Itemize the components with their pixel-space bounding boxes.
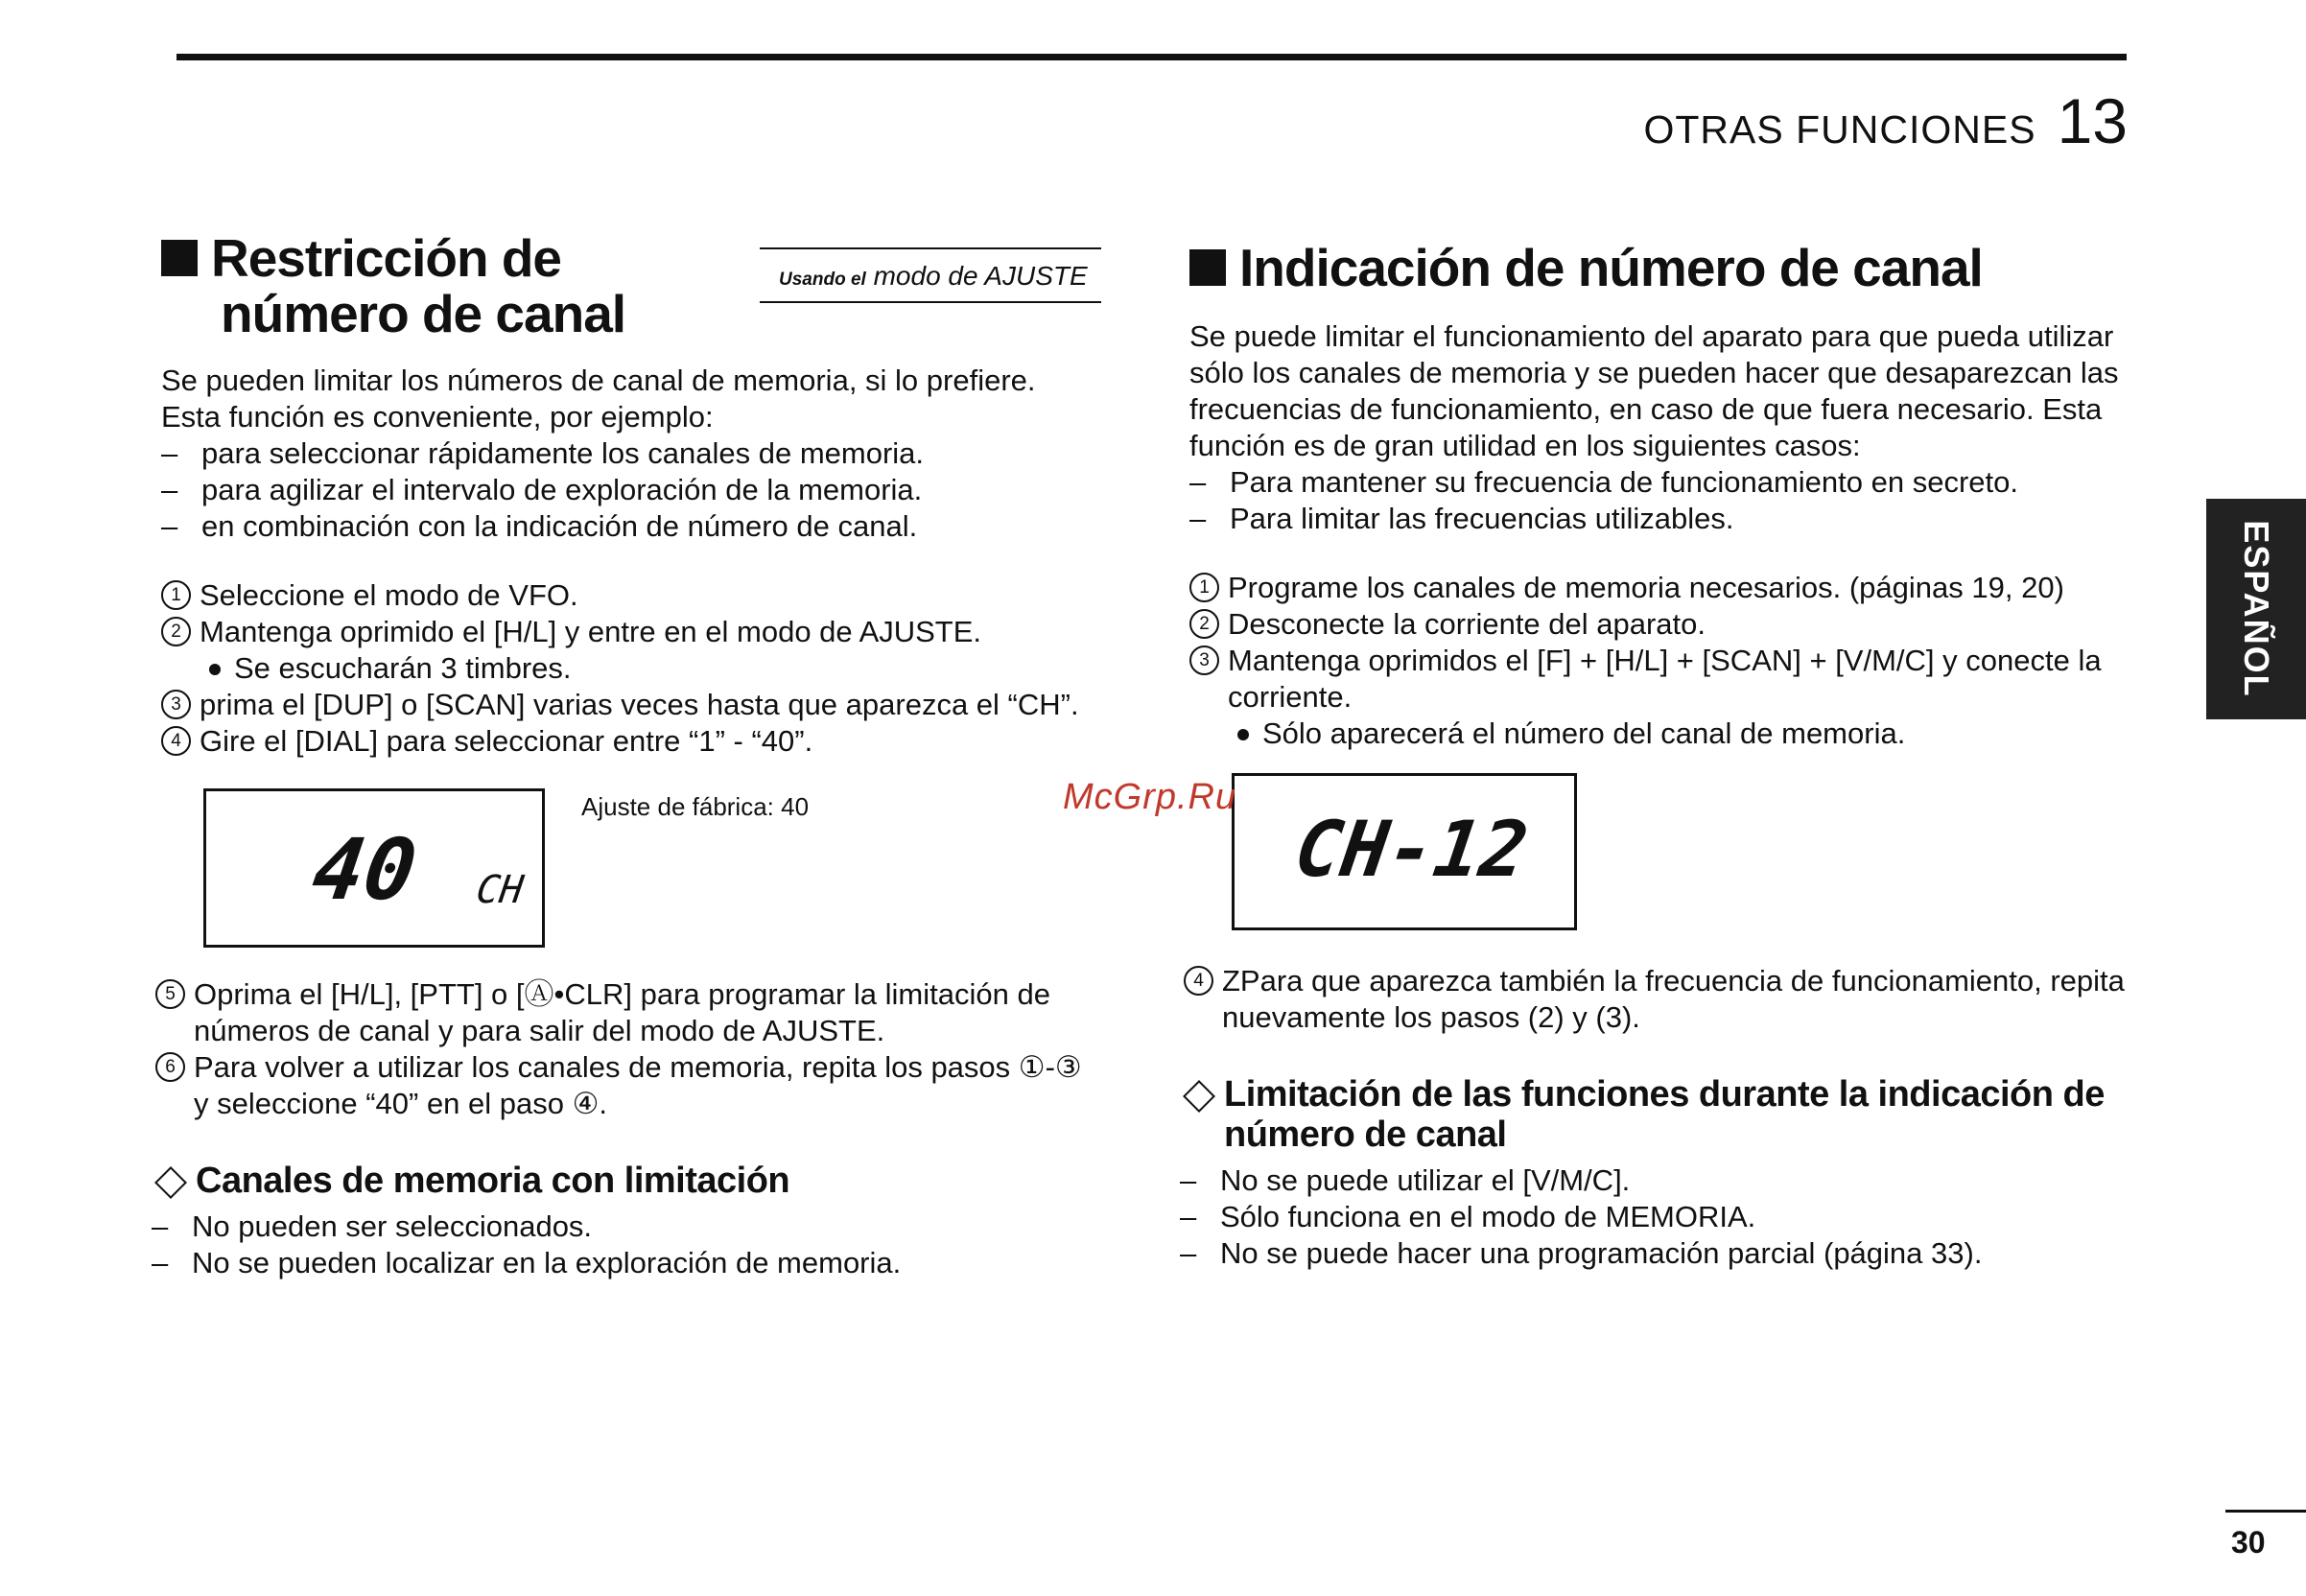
language-side-tab [2206,499,2306,719]
list-item: – Para mantener su frecuencia de funcionamiento en secreto. [1189,464,2149,501]
language-label: ESPAÑOL [2237,520,2276,698]
step-item [1189,643,2149,716]
step-number-icon: 3 [161,690,191,719]
left-uses-list [161,435,1101,545]
factory-default-note: Ajuste de fábrica: 40 [581,792,810,821]
left-steps-a [161,577,1101,650]
left-lcd-unit: CH [473,868,527,912]
right-limits-list [1180,1162,2149,1272]
right-step3-bullet: Sólo aparecerá el número del canal de memoria. [1189,716,2149,752]
left-lcd-value: 40 [306,820,423,919]
mode-tag-label: modo de AJUSTE [873,261,1088,291]
step-number-icon: 1 [161,580,191,610]
step-item [161,687,1101,723]
list-item: – No se puede hacer una programación parcial (página 33). [1180,1235,2149,1272]
diamond-icon [1183,1080,1215,1113]
right-steps-b [1184,963,2149,1036]
list-item: – para seleccionar rápidamente los canales de memoria. [161,435,1101,472]
step-number-icon: 4 [161,726,191,756]
list-item: – para agilizar el intervalo de exploración de la memoria. [161,472,1101,508]
list-item: – Para limitar las frecuencias utilizables. [1189,501,2149,537]
right-section-title [1189,240,2149,295]
step-text: Mantenga oprimido el [H/L] y entre en el modo de AJUSTE. [200,615,982,648]
step-item [155,976,1101,1049]
page-number: 30 [2231,1525,2266,1560]
step-number-icon: 6 [155,1052,185,1082]
list-item: – No se puede utilizar el [V/M/C]. [1180,1162,2149,1199]
square-bullet-icon [1189,249,1226,286]
right-title: Indicación de número de canal [1239,238,1983,297]
step-number-icon: 2 [161,617,191,646]
step-item [161,723,1101,760]
right-intro: Se puede limitar el funcionamiento del aparato para que pueda utilizar sólo los canales de memoria y se pueden hacer que desaparezcan las frecuencias de funcionamiento, en caso de que fuera necesario. Esta función es de gran utilidad en los siguientes casos: [1189,319,2119,462]
step-item [1184,963,2149,1036]
step-number-icon: 1 [1189,573,1219,602]
left-lcd-area [161,788,1101,980]
left-title-line2: número de canal [221,284,626,343]
left-steps-b [161,687,1101,760]
step-item [1189,606,2149,643]
right-lcd-display [1232,773,1577,930]
right-lcd-value: CH-12 [1289,805,1534,894]
list-item: – Sólo funciona en el modo de MEMORIA. [1180,1199,2149,1235]
square-bullet-icon [161,240,198,276]
chapter-header [1643,84,2128,157]
header-rule [176,54,2127,60]
watermark: McGrp.Ru [1063,777,1237,817]
step-text: Seleccione el modo de VFO. [200,578,578,612]
left-limits-list [152,1209,1101,1281]
step-item [1189,570,2149,606]
step-text: Programe los canales de memoria necesarios. (páginas 19, 20) [1228,571,2064,604]
left-subsection-label: Canales de memoria con limitación [196,1161,790,1201]
left-intro: Se pueden limitar los números de canal de memoria, si lo prefiere. Esta función es conveniente, por ejemplo: [161,364,1036,434]
page-number-rule [2225,1510,2306,1513]
list-item: – No se pueden localizar en la exploración de memoria. [152,1245,1101,1281]
left-title-line1: Restricción de [211,228,562,288]
right-uses-list [1189,464,2149,537]
chapter-number: 13 [2057,85,2128,156]
right-column [1189,240,2149,1272]
step-item [161,577,1101,614]
step-text: Oprima el [H/L], [PTT] o [Ⓐ•CLR] para programar la limitación de números de canal y para salir del modo de AJUSTE. [194,977,1050,1047]
step-item [161,614,1101,650]
step-item [155,1049,1101,1122]
step-number-icon: 5 [155,979,185,1009]
list-item: – en combinación con la indicación de número de canal. [161,508,1101,545]
left-subsection-title [153,1161,1101,1201]
right-steps-a [1189,570,2149,716]
step-text: Para volver a utilizar los canales de memoria, repita los pasos ①-③ y seleccione “40” en el paso ④. [194,1050,1082,1120]
right-lcd-area [1189,773,2149,955]
step-text: prima el [DUP] o [SCAN] varias veces hasta que aparezca el “CH”. [200,688,1079,721]
step-text: Mantenga oprimidos el [F] + [H/L] + [SCAN] + [V/M/C] y conecte la corriente. [1228,644,2102,714]
mode-tag-prefix: Usando el [779,270,866,290]
step-number-icon: 3 [1189,645,1219,675]
left-steps-c [155,976,1101,1122]
right-subsection-label: Limitación de las funciones durante la indicación de número de canal [1224,1074,2105,1155]
diamond-icon [154,1166,187,1199]
step-text: Desconecte la corriente del aparato. [1228,607,1706,641]
left-column [161,230,1101,1281]
left-section-title [161,230,1101,341]
right-subsection-title [1182,1074,2149,1155]
step-number-icon: 4 [1184,966,1213,996]
chapter-title: OTRAS FUNCIONES [1643,107,2036,152]
left-lcd-display [203,788,545,948]
step-text: ZPara que aparezca también la frecuencia de funcionamiento, repita nuevamente los pasos (2) y (3). [1222,964,2125,1034]
step-number-icon: 2 [1189,609,1219,639]
list-item: – No pueden ser seleccionados. [152,1209,1101,1245]
left-step2-bullet: Se escucharán 3 timbres. [161,650,1101,687]
step-text: Gire el [DIAL] para seleccionar entre “1” - “40”. [200,724,813,758]
